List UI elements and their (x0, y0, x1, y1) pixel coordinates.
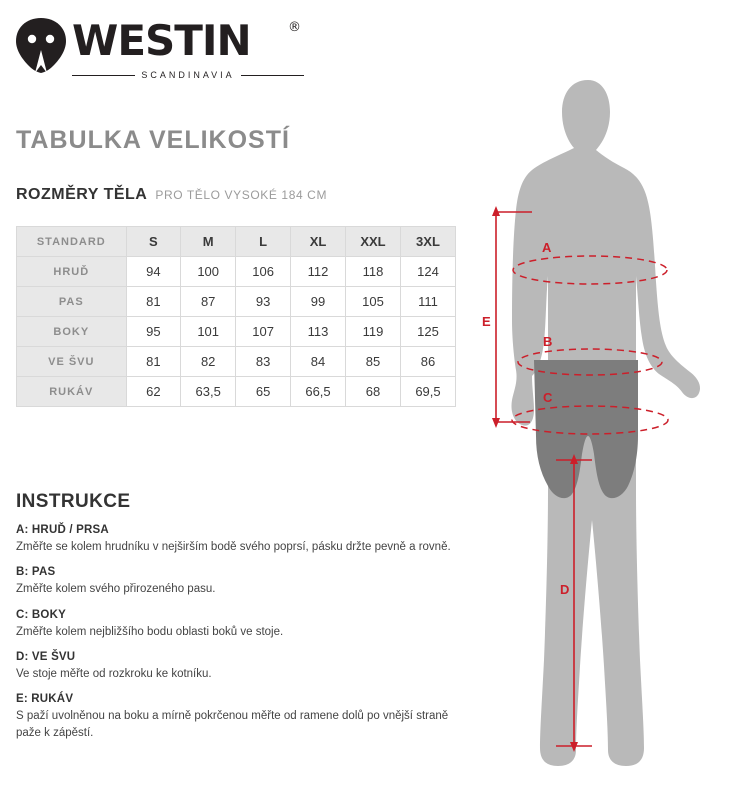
instructions-list (16, 524, 466, 752)
cell-hips-xl: 113 (291, 317, 346, 347)
westin-fish-logo-icon (14, 16, 68, 74)
table-row (17, 377, 456, 407)
instruction-item-d (16, 651, 466, 682)
cell-inseam-l: 83 (236, 347, 291, 377)
tagline-rule-left (72, 75, 135, 76)
cell-sleeve-xl: 66,5 (291, 377, 346, 407)
section-title: ROZMĚRY TĚLA (16, 186, 148, 203)
instruction-item-c (16, 609, 466, 640)
table-header-size-l: L (236, 227, 291, 257)
figure-svg (470, 70, 740, 780)
marker-label-a: A (542, 240, 552, 255)
cell-sleeve-m: 63,5 (181, 377, 236, 407)
cell-chest-l: 106 (236, 257, 291, 287)
instruction-body-d: Ve stoje měřte od rozkroku ke kotníku. (16, 667, 212, 680)
cell-sleeve-xxl: 68 (345, 377, 400, 407)
arrow-e-bottom (492, 418, 500, 428)
cell-inseam-3xl: 86 (400, 347, 455, 377)
body-measurement-figure (470, 70, 740, 780)
cell-waist-m: 87 (181, 287, 236, 317)
section-note: PRO TĚLO VYSOKÉ 184 CM (155, 188, 328, 202)
cell-sleeve-l: 65 (236, 377, 291, 407)
arrow-e-top (492, 206, 500, 216)
cell-waist-xxl: 105 (345, 287, 400, 317)
row-label-inseam: VE ŠVU (17, 347, 127, 377)
cell-waist-xl: 99 (291, 287, 346, 317)
cell-hips-3xl: 125 (400, 317, 455, 347)
cell-waist-3xl: 111 (400, 287, 455, 317)
table-row (17, 317, 456, 347)
marker-label-b: B (543, 334, 553, 349)
table-header-size-s: S (126, 227, 181, 257)
brand-logo (14, 14, 314, 86)
size-chart-table (16, 226, 456, 407)
brand-registered-mark: ® (288, 20, 301, 35)
cell-inseam-xxl: 85 (345, 347, 400, 377)
row-label-sleeve: RUKÁV (17, 377, 127, 407)
cell-chest-3xl: 124 (400, 257, 455, 287)
cell-chest-m: 100 (181, 257, 236, 287)
body-silhouette (511, 80, 700, 766)
marker-label-d: D (560, 582, 570, 597)
section-heading (16, 186, 327, 204)
table-row (17, 287, 456, 317)
brand-tagline: SCANDINAVIA (141, 70, 235, 80)
marker-label-e: E (482, 314, 491, 329)
brand-tagline-row (72, 68, 304, 82)
table-header-size-xxl: XXL (345, 227, 400, 257)
cell-hips-s: 95 (126, 317, 181, 347)
cell-sleeve-s: 62 (126, 377, 181, 407)
instruction-head-b: B: PAS (16, 566, 56, 579)
instruction-item-a (16, 524, 466, 555)
table-row (17, 257, 456, 287)
cell-inseam-xl: 84 (291, 347, 346, 377)
instruction-body-b: Změřte kolem svého přirozeného pasu. (16, 583, 216, 596)
instruction-head-c: C: BOKY (16, 608, 66, 621)
row-label-hips: BOKY (17, 317, 127, 347)
page-title: TABULKA VELIKOSTÍ (16, 126, 290, 154)
instruction-item-e (16, 693, 466, 741)
table-header-size-m: M (181, 227, 236, 257)
table-header-row (17, 227, 456, 257)
cell-sleeve-3xl: 69,5 (400, 377, 455, 407)
cell-chest-s: 94 (126, 257, 181, 287)
instruction-body-a: Změřte se kolem hrudníku v nejširším bodě svého poprsí, pásku držte pevně a rovně. (16, 541, 451, 553)
instruction-item-b (16, 566, 466, 597)
cell-inseam-m: 82 (181, 347, 236, 377)
table-corner-label: STANDARD (17, 227, 127, 257)
row-label-waist: PAS (17, 287, 127, 317)
table-header-size-xl: XL (291, 227, 346, 257)
instructions-title: INSTRUKCE (16, 491, 131, 512)
instruction-head-e: E: RUKÁV (16, 693, 74, 706)
instruction-head-a: A: HRUĎ / PRSA (16, 524, 109, 536)
cell-chest-xl: 112 (291, 257, 346, 287)
tagline-rule-right (241, 75, 304, 76)
instruction-body-c: Změřte kolem nejbližšího bodu oblasti boků ve stoje. (16, 625, 284, 638)
cell-hips-xxl: 119 (345, 317, 400, 347)
marker-label-c: C (543, 390, 553, 405)
cell-waist-l: 93 (236, 287, 291, 317)
instruction-body-e: S paží uvolněnou na boku a mírně pokrčenou měřte od ramene dolů po vnější straně paže k zápěstí. (16, 710, 449, 739)
instruction-head-d: D: VE ŠVU (16, 650, 76, 663)
row-label-chest: HRUĎ (17, 257, 127, 287)
brand-wordmark: WESTIN (72, 16, 251, 65)
cell-chest-xxl: 118 (345, 257, 400, 287)
cell-hips-m: 101 (181, 317, 236, 347)
cell-hips-l: 107 (236, 317, 291, 347)
table-row (17, 347, 456, 377)
cell-inseam-s: 81 (126, 347, 181, 377)
table-header-size-3xl: 3XL (400, 227, 455, 257)
cell-waist-s: 81 (126, 287, 181, 317)
